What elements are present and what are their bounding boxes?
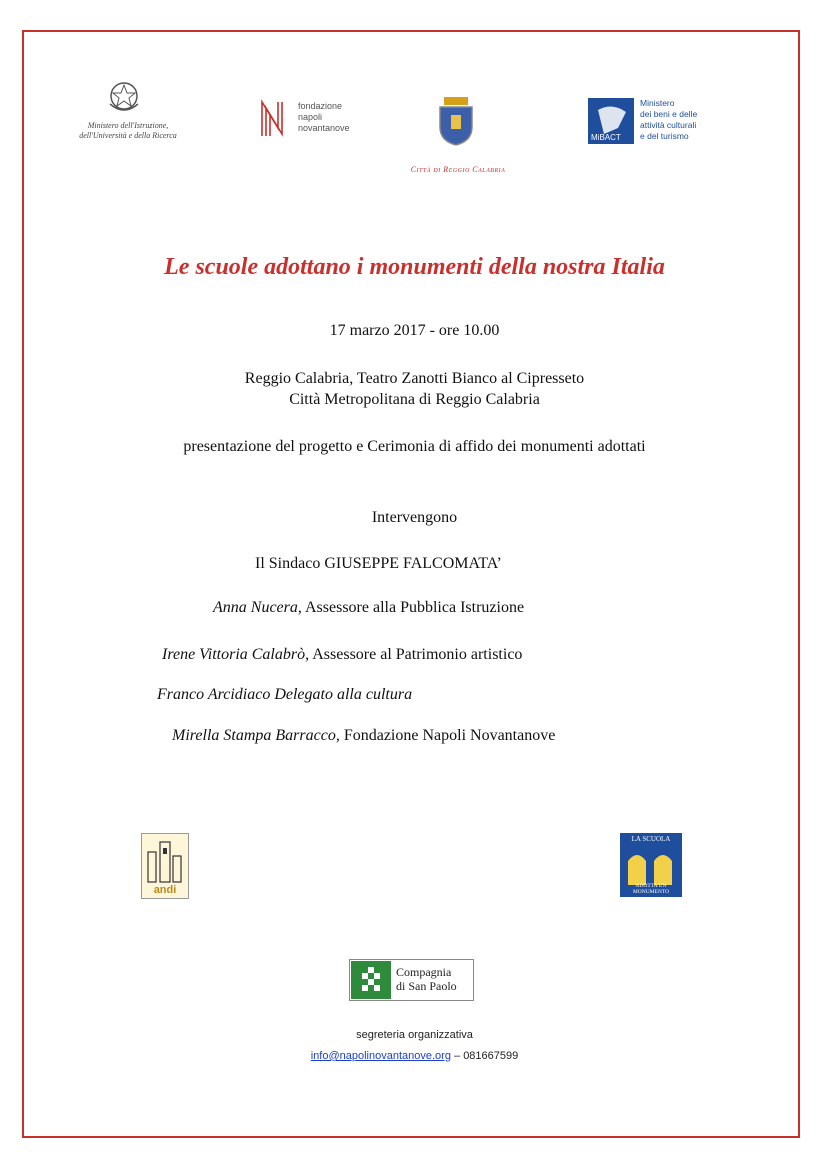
reggio-crest-icon <box>432 95 480 147</box>
logo-fondazione <box>258 98 368 140</box>
miur-line2: dell'Università e della Ricerca <box>79 131 177 140</box>
miur-line1: Ministero dell'Istruzione, <box>87 121 169 130</box>
mibact-line4: e del turismo <box>640 131 689 141</box>
mibact-line2: dei beni e delle <box>640 109 698 119</box>
event-date: 17 marzo 2017 - ore 10.00 <box>329 322 500 339</box>
speaker-1 <box>213 599 524 617</box>
segreteria-label: segreteria organizzativa <box>356 1029 473 1041</box>
logo-reggio <box>410 95 540 180</box>
fondazione-line1: fondazione <box>298 101 343 111</box>
speaker-4-role: Fondazione Napoli Novantanove <box>339 727 556 744</box>
speaker-1-role: , Assessore alla Pubblica Istruzione <box>297 599 525 616</box>
fondazione-line2: napoli <box>298 112 323 122</box>
mibact-icon <box>588 98 636 144</box>
mibact-badge: MiBACT <box>591 133 621 142</box>
arches-icon <box>620 843 682 887</box>
logo-scuola-adotta <box>620 833 682 897</box>
logo-miur <box>68 78 188 148</box>
presentation-text: presentazione del progetto e Cerimonia di affido dei monumenti adottati <box>183 438 646 455</box>
speaker-sindaco: Il Sindaco GIUSEPPE FALCOMATA’ <box>255 555 502 572</box>
logo-compagnia <box>349 959 474 1001</box>
fondazione-line3: novantanove <box>298 123 350 133</box>
contact-line <box>0 1050 829 1062</box>
speaker-2-role: , Assessore al Patrimonio artistico <box>305 646 523 663</box>
compagnia-line1: Compagnia <box>396 965 452 979</box>
logo-mibact <box>588 98 718 148</box>
speaker-1-name: Anna Nucera <box>213 599 298 616</box>
scuola-adotta-bottom: ADOTTA UN MONUMENTO <box>632 883 670 895</box>
emblem-italy-icon <box>68 78 188 116</box>
venue-line1: Reggio Calabria, Teatro Zanotti Bianco al Cipresseto <box>244 370 585 387</box>
compagnia-line2: di San Paolo <box>396 979 457 993</box>
andi-towers-icon <box>142 834 188 884</box>
phone-number: 081667599 <box>463 1050 519 1062</box>
fondazione-n-icon <box>258 98 298 140</box>
speaker-4 <box>172 727 555 745</box>
compagnia-cross-icon <box>351 961 391 999</box>
reggio-caption: Città di Reggio Calabria <box>410 165 506 174</box>
scuola-adotta-top: LA SCUOLA <box>631 835 671 843</box>
logo-andi <box>141 833 189 899</box>
intervengono-heading: Intervengono <box>371 509 458 526</box>
speaker-3-name: Franco Arcidiaco Delegato alla cultura <box>157 686 413 703</box>
speaker-2-name: Irene Vittoria Calabrò <box>162 646 306 663</box>
speaker-3 <box>157 686 412 704</box>
contact-separator: – <box>450 1050 464 1062</box>
speaker-2 <box>162 646 522 664</box>
email-link[interactable]: info@napolinovantanove.org <box>310 1050 451 1062</box>
mibact-line1: Ministero <box>640 98 675 108</box>
event-title: Le scuole adottano i monumenti della nostra Italia <box>164 254 665 280</box>
mibact-line3: attività culturali <box>640 120 697 130</box>
speaker-4-name: Mirella Stampa Barracco, <box>172 727 340 744</box>
andi-label: andi <box>153 884 177 896</box>
venue-line2: Città Metropolitana di Reggio Calabria <box>289 391 540 408</box>
